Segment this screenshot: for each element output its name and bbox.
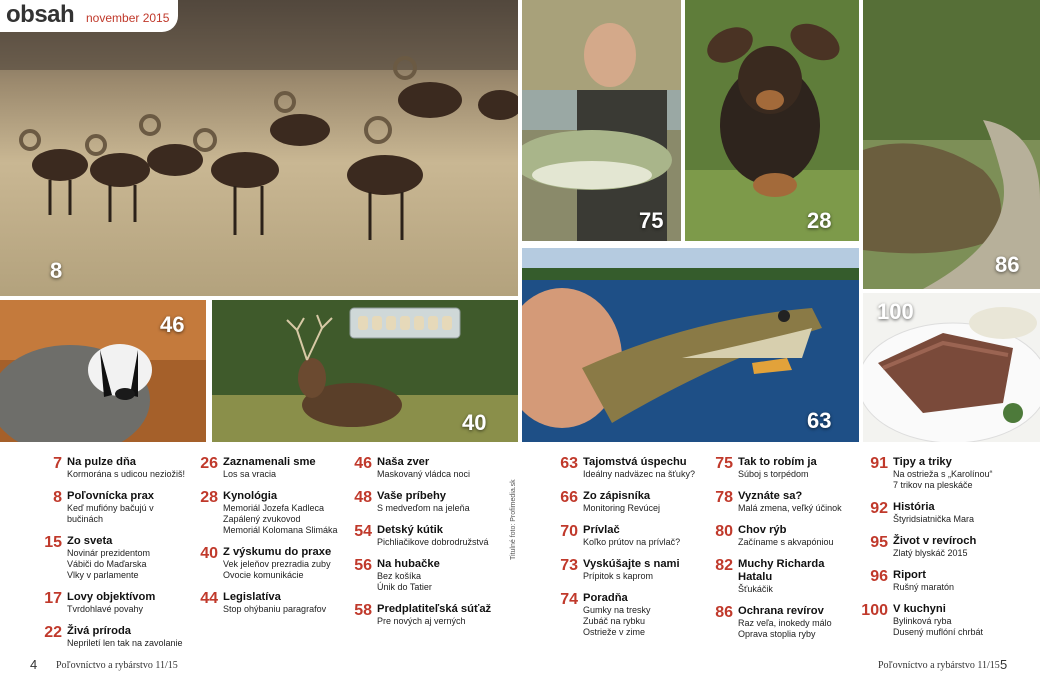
contents-entry[interactable] (703, 456, 853, 480)
contents-entry[interactable] (548, 592, 698, 638)
entry-page-number: 66 (560, 489, 578, 506)
masthead-title: obsah (6, 1, 75, 28)
entry-page-number: 91 (870, 455, 888, 472)
photo-badger (0, 300, 206, 442)
entry-section-title: Muchy Richarda Hatalu (738, 558, 825, 583)
right-footer-magazine: Poľovníctvo a rybárstvo 11/15 (878, 660, 1000, 671)
contents-column (188, 456, 338, 625)
contents-entry[interactable] (703, 558, 853, 595)
entry-page-number: 95 (870, 534, 888, 551)
entry-article-title: Začíname s akvapóniou (738, 537, 834, 547)
entry-page-number: 7 (53, 455, 62, 472)
entry-article-title: Únik do Tatier (377, 582, 432, 592)
entry-page-number: 44 (200, 590, 218, 607)
entry-article-title: Ovocie komunikácie (223, 570, 304, 580)
left-footer-magazine: Poľovníctvo a rybárstvo 11/15 (56, 660, 178, 671)
contents-entry[interactable] (342, 456, 507, 480)
entry-article-title: Koľko prútov na prívlač? (583, 537, 681, 547)
entry-section-title: Vaše príbehy (377, 490, 447, 502)
entry-page-number: 70 (560, 523, 578, 540)
photo-page-number: 86 (995, 252, 1020, 277)
entry-section-title: Poradňa (583, 592, 628, 604)
entry-page-number: 17 (44, 590, 62, 607)
contents-entry[interactable] (548, 490, 698, 514)
entry-article-title: Bez košíka (377, 571, 422, 581)
entry-page-number: 56 (354, 557, 372, 574)
entry-page-number: 46 (354, 455, 372, 472)
contents-entry[interactable] (342, 524, 507, 548)
contents-entry[interactable] (188, 456, 338, 480)
entry-article-title: Memoriál Jozefa Kadleca (223, 503, 325, 513)
masthead (0, 0, 178, 32)
contents-entry[interactable] (858, 501, 1028, 525)
contents-entry[interactable] (703, 605, 853, 640)
entry-section-title: Zaznamenali sme (223, 456, 316, 468)
entry-article-title: Ideálny nadväzec na šťuky? (583, 469, 695, 479)
masthead-issue-date: november 2015 (86, 11, 170, 25)
entry-page-number: 73 (560, 557, 578, 574)
entry-article-title: Súboj s torpédom (738, 469, 809, 479)
entry-page-number: 75 (715, 455, 733, 472)
contents-entry[interactable] (858, 456, 1028, 491)
entry-page-number: 96 (870, 568, 888, 585)
entry-page-number: 58 (354, 602, 372, 619)
entry-article-title: Stop ohýbaniu paragrafov (223, 604, 327, 614)
entry-page-number: 78 (715, 489, 733, 506)
entry-article-title: Vábiči do Maďarska (67, 559, 147, 569)
entry-page-number: 100 (861, 602, 888, 619)
right-page-number: 5 (1000, 657, 1008, 672)
photo-page-number: 40 (462, 410, 487, 435)
entry-article-title: Keď mufióny bačujú v bučinách (67, 503, 154, 524)
entry-page-number: 26 (200, 455, 218, 472)
entry-article-title: Pre nových aj verných (377, 616, 466, 626)
entry-section-title: Ochrana revírov (738, 605, 824, 617)
left-page-number: 4 (30, 657, 38, 672)
pond-image (863, 0, 1040, 289)
contents-entry[interactable] (858, 569, 1028, 593)
contents-entry[interactable] (32, 591, 187, 615)
fisherman-image (522, 0, 681, 241)
entry-page-number: 82 (715, 557, 733, 574)
photo-mouflon-herd (0, 0, 518, 296)
contents-entry[interactable] (32, 456, 187, 480)
entry-page-number: 22 (44, 624, 62, 641)
contents-entry[interactable] (703, 490, 853, 514)
entry-article-title: Vek jeleňov prezradia zuby (223, 559, 331, 569)
entry-section-title: V kuchyni (893, 603, 946, 615)
entry-article-title: Monitoring Revúcej (583, 503, 661, 513)
entry-article-title: Šťukáčik (738, 584, 773, 594)
photo-page-number: 8 (50, 258, 63, 283)
entry-section-title: Riport (893, 569, 926, 581)
entry-section-title: Tipy a triky (893, 456, 952, 468)
contents-entry[interactable] (342, 490, 507, 514)
photo-page-number: 28 (807, 208, 832, 233)
entry-article-title: Prípitok s kaprom (583, 571, 654, 581)
entry-section-title: Detský kútik (377, 524, 443, 536)
photo-venison-dish (863, 293, 1040, 442)
entry-article-title: Oprava stoplia ryby (738, 629, 816, 639)
entry-article-title: Zubáč na rybku (583, 616, 646, 626)
entry-section-title: História (893, 501, 935, 513)
contents-entry[interactable] (342, 558, 507, 593)
entry-article-title: Gumky na tresky (583, 605, 651, 615)
entry-article-title: S medveďom na jeleňa (377, 503, 470, 513)
entry-page-number: 8 (53, 489, 62, 506)
mouflon-herd-image (0, 0, 518, 296)
entry-section-title: Na hubačke (377, 558, 440, 570)
contents-entry[interactable] (188, 490, 338, 536)
entry-page-number: 40 (200, 545, 218, 562)
entry-article-title: Novinár prezidentom (67, 548, 151, 558)
entry-article-title: Raz veľa, inokedy málo (738, 618, 832, 628)
contents-entry[interactable] (32, 625, 187, 649)
entry-section-title: Chov rýb (738, 524, 787, 536)
entry-page-number: 80 (715, 523, 733, 540)
entry-section-title: Tak to robím ja (738, 456, 817, 468)
entry-section-title: Lovy objektívom (67, 591, 156, 603)
entry-section-title: Tajomstvá úspechu (583, 456, 687, 468)
entry-section-title: Z výskumu do praxe (223, 546, 332, 558)
contents-entry[interactable] (548, 524, 698, 548)
photo-page-number: 46 (160, 312, 185, 337)
entry-page-number: 74 (560, 591, 578, 608)
entry-article-title: Los sa vracia (223, 469, 277, 479)
entry-page-number: 54 (354, 523, 372, 540)
contents-entry[interactable] (342, 603, 507, 627)
entry-article-title: Ostrieže v zime (583, 627, 646, 637)
entry-article-title: Pichliačikove dobrodružstvá (377, 537, 489, 547)
contents-entry[interactable] (858, 535, 1028, 559)
contents-entry[interactable] (32, 535, 187, 581)
entry-article-title: 7 trikov na pleskáče (893, 480, 973, 490)
entry-section-title: Kynológia (223, 490, 278, 502)
entry-page-number: 86 (715, 604, 733, 621)
entry-article-title: Štyridsiatnička Mara (893, 514, 975, 524)
entry-article-title: Memoriál Kolomana Slimáka (223, 525, 338, 535)
entry-article-title: Malá zmena, veľký účinok (738, 503, 842, 513)
entry-article-title: Maskovaný vládca noci (377, 469, 471, 479)
photo-page-number: 100 (877, 299, 914, 324)
entry-article-title: Bylinková ryba (893, 616, 952, 626)
entry-section-title: Život v revíroch (893, 535, 977, 547)
photo-dog (685, 0, 859, 241)
contents-column (703, 456, 853, 650)
photo-credit: Titulné foto: Profimedia.sk (510, 479, 517, 560)
entry-section-title: Na pulze dňa (67, 456, 136, 468)
entry-article-title: Vlky v parlamente (67, 570, 139, 580)
entry-article-title: Tvrdohlavé povahy (67, 604, 144, 614)
contents-entry[interactable] (188, 546, 338, 581)
entry-article-title: Nepriletí len tak na zavolanie (67, 638, 183, 648)
contents-column (32, 456, 187, 659)
entry-page-number: 15 (44, 534, 62, 551)
entry-section-title: Prívlač (583, 524, 620, 536)
entry-article-title: Dusený muflóní chrbát (893, 627, 984, 637)
entry-article-title: Zapálený zvukovod (223, 514, 301, 524)
entry-page-number: 48 (354, 489, 372, 506)
entry-section-title: Predplatiteľská súťaž (377, 603, 492, 615)
entry-article-title: Zlatý blyskáč 2015 (893, 548, 968, 558)
contents-column (548, 456, 698, 648)
photo-pike (522, 248, 859, 442)
entry-section-title: Poľovnícka prax (67, 490, 155, 502)
photo-fisherman (522, 0, 681, 241)
entry-page-number: 63 (560, 455, 578, 472)
entry-section-title: Vyznáte sa? (738, 490, 803, 502)
entry-page-number: 92 (870, 500, 888, 517)
entry-article-title: Na ostrieža s „Karolínou“ (893, 469, 993, 479)
dog-image (685, 0, 859, 241)
contents-entry[interactable] (703, 524, 853, 548)
entry-section-title: Zo sveta (67, 535, 113, 547)
contents-entry[interactable] (188, 591, 338, 615)
photo-pond (863, 0, 1040, 289)
photo-red-deer (212, 300, 518, 442)
contents-entry[interactable] (32, 490, 187, 525)
entry-section-title: Vyskúšajte s nami (583, 558, 680, 570)
contents-column (858, 456, 1028, 648)
contents-entry[interactable] (548, 558, 698, 582)
photo-page-number: 63 (807, 408, 832, 433)
entry-article-title: Kormorána s udicou neziožiš! (67, 469, 186, 479)
entry-section-title: Naša zver (377, 456, 430, 468)
entry-section-title: Zo zápisníka (583, 490, 651, 502)
entry-page-number: 28 (200, 489, 218, 506)
photo-page-number: 75 (639, 208, 664, 233)
contents-entry[interactable] (548, 456, 698, 480)
entry-section-title: Živá príroda (67, 625, 132, 637)
contents-column (342, 456, 507, 637)
contents-entry[interactable] (858, 603, 1028, 638)
entry-article-title: Rušný maratón (893, 582, 955, 592)
entry-section-title: Legislatíva (223, 591, 281, 603)
